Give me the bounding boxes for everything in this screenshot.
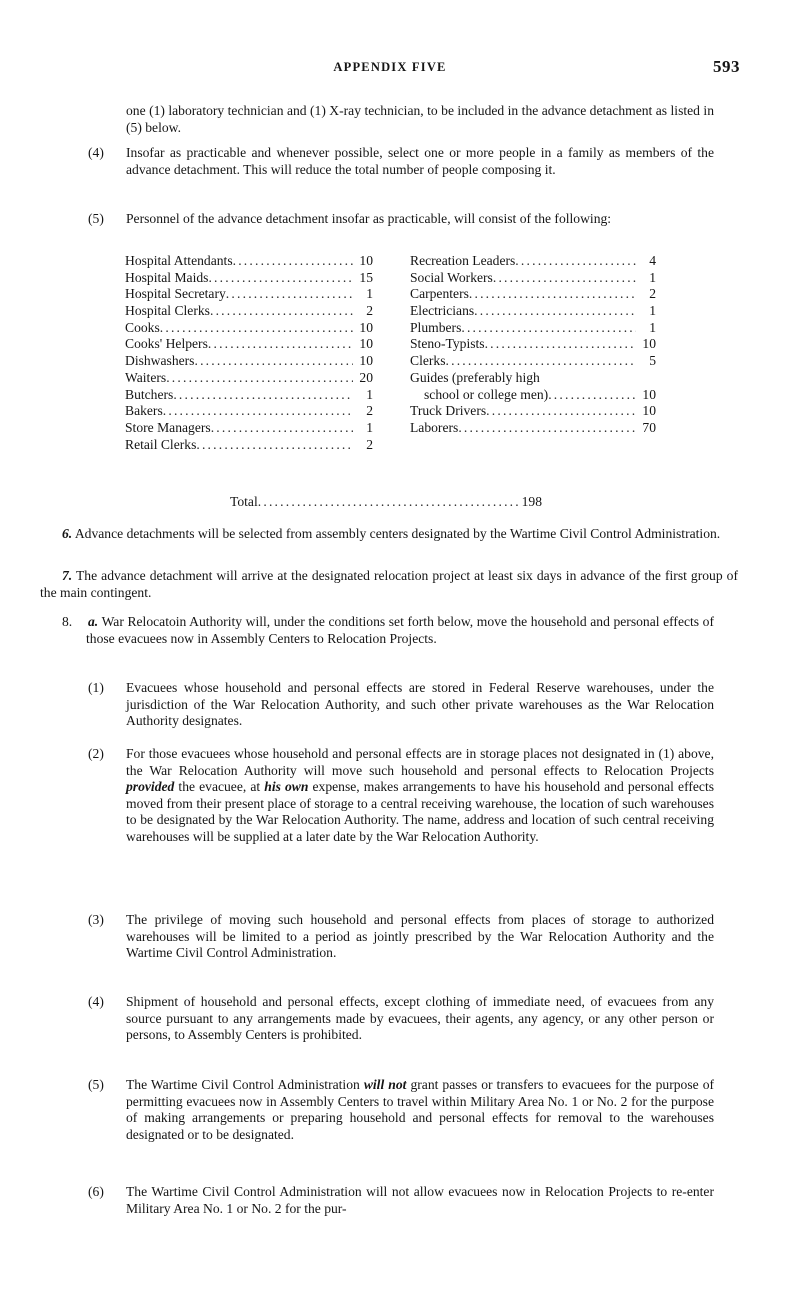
sub-item-3 bbox=[88, 912, 714, 962]
paragraph-7-number: 7. bbox=[62, 568, 73, 583]
paragraph-6-number: 6. bbox=[62, 526, 73, 541]
item-4 bbox=[88, 145, 714, 178]
table-row: school or college men) ..... 10 bbox=[410, 387, 656, 404]
personnel-total bbox=[230, 494, 542, 511]
table-row: Plumbers ..... 1 bbox=[410, 320, 656, 337]
sub-item-4-number: (4) bbox=[88, 994, 104, 1009]
table-row: Hospital Clerks ..... 2 bbox=[125, 303, 373, 320]
item-4-number: (4) bbox=[88, 145, 104, 160]
sub-item-3-text: The privilege of moving such household and personal effects from places of storage to authorized warehouses will be limited to a period as jointly prescribed by the War Relocation Authority and the Wartime Civil Control Administration. bbox=[126, 912, 714, 961]
sub-item-5: (5) The Wartime Civil Control Administration will not grant passes or transfers to evacuees for the purpose of permitting evacuees now in Assembly Centers to travel within Military Area No. 1 or No. 2 for the purpose of making arrangements or preparing household and personal effects for removal to the warehouses designated or to be designated. bbox=[88, 1077, 715, 1142]
total-label: Total bbox=[230, 494, 258, 509]
item-5 bbox=[88, 211, 714, 228]
sub-item-2: (2) For those evacuees whose household and personal effects are in storage places not designated in (1) above, the War Relocation Authority will move such household and personal effects to Relocation Projects provided the evacuee, at his own expense, makes arrangements to have his household and personal effects moved from their present place of storage to a central receiving warehouse, the location of such warehouses to be designated by the War Relocation Authority. The name, address and location of such central receiving warehouses will be supplied at a later date by the War Relocation Authority. bbox=[88, 746, 715, 844]
table-row: Recreation Leaders ..... 4 bbox=[410, 253, 656, 270]
paragraph-8-text: War Relocatoin Authority will, under the conditions set forth below, move the household and personal effects of those evacuees now in Assembly Centers to Relocation Projects. bbox=[86, 614, 714, 646]
sub-item-2-number: (2) bbox=[88, 746, 104, 761]
table-row: Waiters ..... 20 bbox=[125, 370, 373, 387]
page-number: 593 bbox=[713, 57, 740, 76]
paragraph-8 bbox=[62, 614, 714, 647]
personnel-table-left bbox=[125, 253, 373, 453]
table-row: Laborers ..... 70 bbox=[410, 420, 656, 437]
table-row: Dishwashers ..... 10 bbox=[125, 353, 373, 370]
sub-item-3-number: (3) bbox=[88, 912, 104, 927]
sub-item-4 bbox=[88, 994, 714, 1044]
sub-item-6-text: The Wartime Civil Control Administration will not allow evacuees now in Relocation Projects to re-enter Military Area No. 1 or No. 2 for the pur- bbox=[126, 1184, 714, 1216]
item-5-number: (5) bbox=[88, 211, 104, 226]
item-5-text: Personnel of the advance detachment insofar as practicable, will consist of the following: bbox=[126, 211, 612, 226]
table-row: Cooks' Helpers ..... 10 bbox=[125, 336, 373, 353]
table-row: Hospital Maids ..... 15 bbox=[125, 270, 373, 287]
item-4-text: Insofar as practicable and whenever possible, select one or more people in a family as members of the advance detachment. This will reduce the total number of people composing it. bbox=[126, 145, 714, 177]
table-row: Guides (preferably high bbox=[410, 369, 540, 385]
sub-item-6-number: (6) bbox=[88, 1184, 104, 1199]
continuation-text: one (1) laboratory technician and (1) X-ray technician, to be included in the advance detachment as listed in (5) below. bbox=[126, 103, 714, 135]
paragraph-8-subletter: a. bbox=[88, 614, 99, 629]
table-row: Retail Clerks ..... 2 bbox=[125, 437, 373, 454]
table-row: Bakers ..... 2 bbox=[125, 403, 373, 420]
paragraph-7 bbox=[40, 568, 738, 601]
running-title: APPENDIX FIVE bbox=[333, 60, 447, 74]
table-row: Steno-Typists ..... 10 bbox=[410, 336, 656, 353]
page-header bbox=[40, 58, 740, 82]
paragraph-7-text: The advance detachment will arrive at the designated relocation project at least six days in advance of the first group of the main contingent. bbox=[40, 568, 738, 600]
sub-item-6 bbox=[88, 1184, 714, 1217]
paragraph-8-number: 8. bbox=[62, 614, 73, 629]
sub-item-5-number: (5) bbox=[88, 1077, 104, 1092]
table-row: Truck Drivers ..... 10 bbox=[410, 403, 656, 420]
table-row: Store Managers ..... 1 bbox=[125, 420, 373, 437]
paragraph-6-text: Advance detachments will be selected from assembly centers designated by the Wartime Civil Control Administration. bbox=[74, 526, 721, 541]
table-row: Cooks ..... 10 bbox=[125, 320, 373, 337]
table-row: Hospital Secretary ..... 1 bbox=[125, 286, 373, 303]
table-row: Carpenters ..... 2 bbox=[410, 286, 656, 303]
table-row: Butchers ..... 1 bbox=[125, 387, 373, 404]
sub-item-1-text: Evacuees whose household and personal effects are stored in Federal Reserve warehouses, under the jurisdiction of the War Relocation Authority, and such other private warehouses as the War Relocation Authority designates. bbox=[126, 680, 714, 729]
table-row: Electricians ..... 1 bbox=[410, 303, 656, 320]
personnel-table-right bbox=[410, 253, 656, 437]
table-row: Social Workers ..... 1 bbox=[410, 270, 656, 287]
sub-item-1-number: (1) bbox=[88, 680, 104, 695]
total-count: 198 bbox=[521, 494, 542, 509]
sub-item-1 bbox=[88, 680, 714, 730]
sub-item-4-text: Shipment of household and personal effects, except clothing of immediate need, of evacuees from any source pursuant to any arrangements made by evacuees, their agents, any agency, or any other person or persons, to Assembly Centers is prohibited. bbox=[126, 994, 714, 1043]
table-row: Hospital Attendants ..... 10 bbox=[125, 253, 373, 270]
paragraph-6 bbox=[40, 526, 738, 543]
table-row: Clerks ..... 5 bbox=[410, 353, 656, 370]
